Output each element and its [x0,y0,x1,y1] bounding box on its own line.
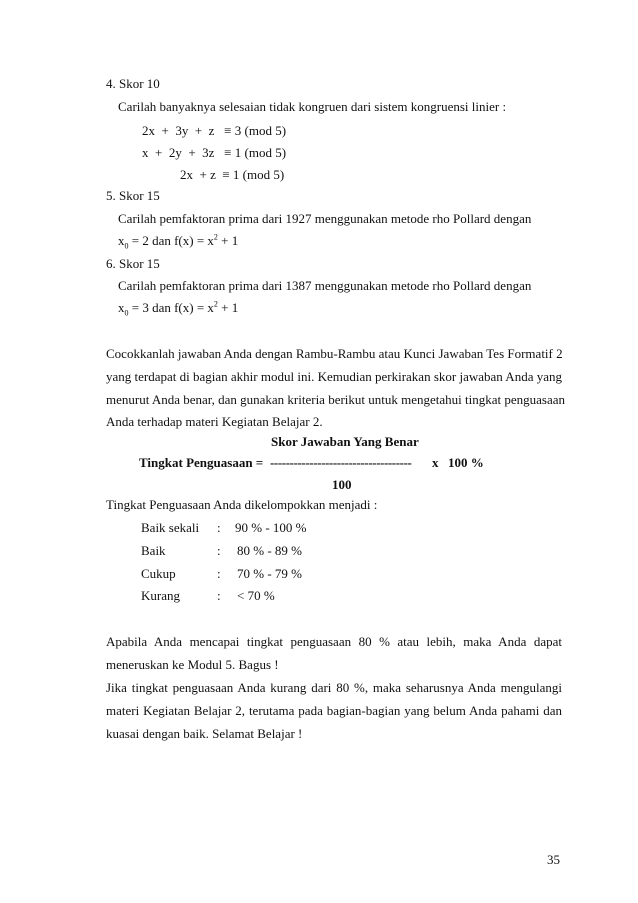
equation-1: 2x + 3y + z ≡ 3 (mod 5) [142,123,287,138]
formula-percent: 100 % [448,455,484,470]
paragraph-1-line-3: menurut Anda benar, dan gunakan kriteria berikut untuk mengetahui tingkat penguasaan [106,392,566,407]
problem-6-heading: 6. Skor 15 [106,256,160,271]
paragraph-1-line-4: Anda terhadap materi Kegiatan Belajar 2. [106,414,323,429]
criteria-label-kurang: Kurang [141,588,180,603]
formula-numerator: Skor Jawaban Yang Benar [271,434,419,449]
problem-6-condition: $x_0 = 3$ dan $f(x) = x^2 + 1$ [118,299,239,318]
paragraph-3-line-1: Jika tingkat penguasaan Anda kurang dari 80 %, maka seharusnya Anda mengulangi [106,680,562,695]
formula-fraction-bar: ------------------------------------ [270,455,412,470]
criteria-separator: : [217,543,221,558]
equation-3: 2x + z ≡ 1 (mod 5) [180,167,285,182]
criteria-intro: Tingkat Penguasaan Anda dikelompokkan menjadi : [106,497,378,512]
problem-5-question: Carilah pemfaktoran prima dari 1927 menggunakan metode rho Pollard dengan [118,211,532,226]
criteria-separator: : [217,566,221,581]
paragraph-3-line-3: kuasai dengan baik. Selamat Belajar ! [106,726,303,741]
problem-5-condition: $x_0 = 2$ dan $f(x) = x^2 + 1$ [118,232,239,251]
paragraph-1-line-2: yang terdapat di bagian akhir modul ini. Kemudian perkirakan skor jawaban Anda yang [106,369,562,384]
equation-2: x + 2y + 3z ≡ 1 (mod 5) [142,145,287,160]
criteria-separator: : [217,588,221,603]
paragraph-3-line-2: materi Kegiatan Belajar 2, terutama pada bagian-bagian yang belum Anda pahami dan [106,703,562,718]
page-number: 35 [547,852,560,867]
criteria-range-cukup: 70 % - 79 % [237,566,302,581]
formula-denominator: 100 [332,477,352,492]
problem-5-heading: 5. Skor 15 [106,188,160,203]
criteria-label-baik-sekali: Baik sekali [141,520,200,535]
criteria-range-baik: 80 % - 89 % [237,543,302,558]
problem-6-question: Carilah pemfaktoran prima dari 1387 menggunakan metode rho Pollard dengan [118,278,532,293]
criteria-separator: : [217,520,221,535]
problem-4-question: Carilah banyaknya selesaian tidak kongruen dari sistem kongruensi linier : [118,99,507,114]
criteria-label-baik: Baik [141,543,166,558]
paragraph-2-line-2: meneruskan ke Modul 5. Bagus ! [106,657,279,672]
criteria-range-kurang: < 70 % [237,588,275,603]
criteria-label-cukup: Cukup [141,566,176,581]
paragraph-1-line-1: Cocokkanlah jawaban Anda dengan Rambu-Rambu atau Kunci Jawaban Tes Formatif 2 [106,346,563,361]
problem-4-heading: 4. Skor 10 [106,76,160,91]
formula-times: x [432,455,439,470]
criteria-range-baik-sekali: 90 % - 100 % [235,520,307,535]
formula-label: Tingkat Penguasaan = [139,455,264,470]
paragraph-2-line-1: Apabila Anda mencapai tingkat penguasaan 80 % atau lebih, maka Anda dapat [106,634,562,649]
